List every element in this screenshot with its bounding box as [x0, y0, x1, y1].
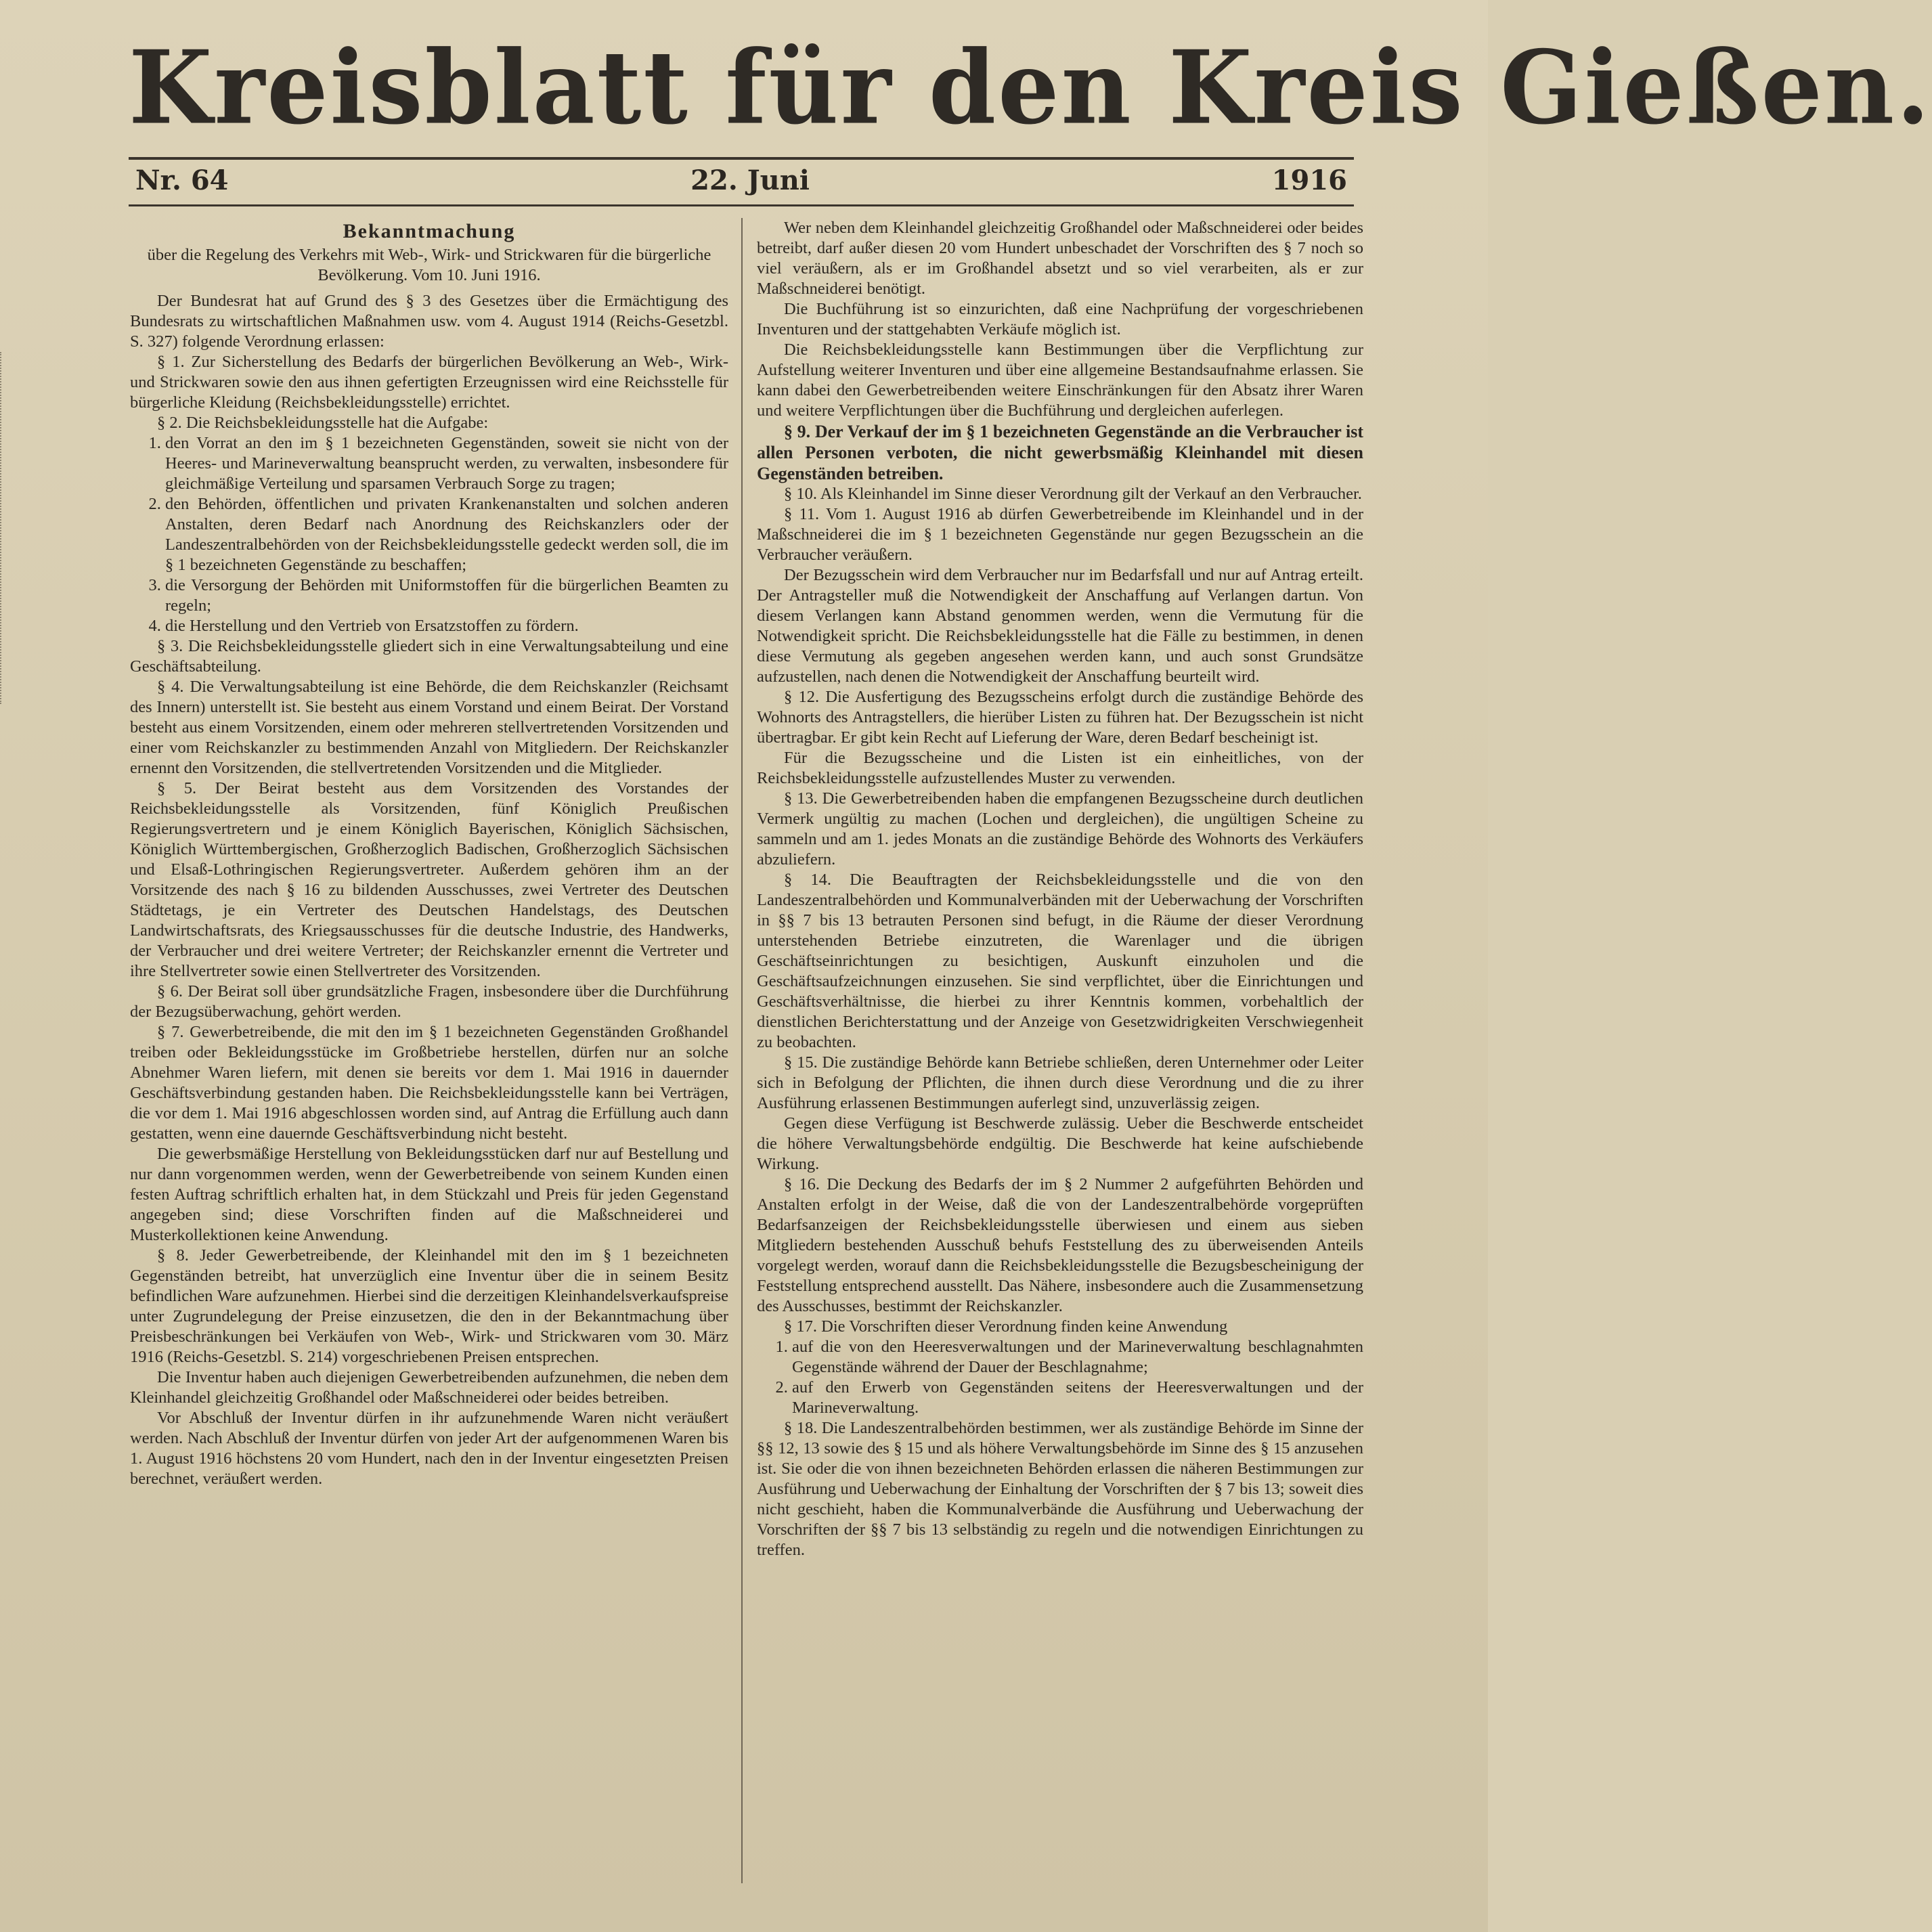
paragraph-15: § 15. Die zuständige Behörde kann Betriebe schließen, deren Unternehmer oder Leiter sich in Befolgung der Pflichten, die ihnen durch diese Verordnung und die zu ihrer Ausführung erlassenen Bestimmungen auferlegt sind, unzuverlässig zeigen.: [757, 1053, 1363, 1112]
list-item: 2. den Behörden, öffentlichen und privaten Krankenanstalten und solchen anderen Anstalten, deren Bedarf nach Anordnung des Reichskanzlers oder der Landeszentralbehörden von der Reichsbekleidungsstelle gedeckt werden soll, die im § 1 bezeichneten Gegenstände zu beschaffen;: [165, 494, 728, 575]
list-item: 2. auf den Erwerb von Gegenständen seitens der Heeresverwaltungen und der Marineverwaltung.: [792, 1378, 1363, 1418]
masthead-rule-top: [129, 157, 1354, 160]
list-item: 3. die Versorgung der Behörden mit Uniformstoffen für die bürgerlichen Beamten zu regeln;: [165, 575, 728, 616]
paragraph-8b: Die Inventur haben auch diejenigen Gewerbetreibenden aufzunehmen, die neben dem Kleinhandel gleichzeitig Großhandel oder Maßschneiderei oder beides betreiben.: [130, 1368, 728, 1407]
paragraph-10: § 10. Als Kleinhandel im Sinne dieser Verordnung gilt der Verkauf an den Verbraucher.: [784, 485, 1362, 503]
paragraph-3: § 3. Die Reichsbekleidungsstelle gliedert sich in eine Verwaltungsabteilung und eine Geschäftsabteilung.: [130, 637, 728, 676]
paragraph-14: § 14. Die Beauftragten der Reichsbekleidungsstelle und die von den Landeszentralbehörden und Kommunalverbänden mit der Ueberwachung der Vorschriften in §§ 7 bis 13 betrauten Personen sind befugt, in die Räume der dieser Verordnung unterstehenden Betriebe einzutreten, die Warenlager und die übrigen Geschäftseinrichtungen zu besichtigen, Auskunft einzuholen und die Geschäftsaufzeichnungen einzusehen. Sie sind verpflichtet, über die Einrichtungen und Geschäftsverhältnisse, die hierbei zu ihrer Kenntnis kommen, vorbehaltlich der dienstlichen Berichterstattung und der Anzeige von Gesetzwidrigkeiten Verschwiegenheit zu beobachten.: [757, 871, 1363, 1051]
article-title: Bekanntmachung: [343, 220, 516, 242]
paragraph-2-list: [130, 433, 728, 636]
issue-number: Nr. 64: [135, 164, 229, 196]
paragraph-18: § 18. Die Landeszentralbehörden bestimmen, wer als zuständige Behörde im Sinne der §§ 12, 13 sowie des § 15 und als höhere Verwaltungsbehörde im Sinne des § 15 anzusehen ist. Sie oder die von ihnen bezeichneten Behörden erlassen die näheren Bestimmungen zur Ausführung und Ueberwachung der Einhaltung der Vorschriften der § 7 bis 13; soweit dies nicht geschieht, haben die Kommunalverbände die Ausführung und Ueberwachung der Vorschriften der §§ 7 bis 13 selbständig zu regeln und die notwendigen Einrichtungen zu treffen.: [757, 1419, 1363, 1559]
paragraph-15b: Gegen diese Verfügung ist Beschwerde zulässig. Ueber die Beschwerde entscheidet die höhere Verwaltungsbehörde endgültig. Die Beschwerde hat keine aufschiebende Wirkung.: [757, 1114, 1363, 1173]
paragraph-8d: Wer neben dem Kleinhandel gleichzeitig Großhandel oder Maßschneiderei oder beides betreibt, darf außer diesen 20 vom Hundert unbeschadet der Vorschriften des § 7 noch so viel veräußern, als er im Großhandel absetzt und so viel verarbeiten, als er zur Maßschneiderei benötigt.: [757, 219, 1363, 298]
masthead-rule-bottom: [129, 204, 1354, 206]
paragraph-13: § 13. Die Gewerbetreibenden haben die empfangenen Bezugsscheine durch deutlichen Vermerk ungültig zu machen (Lochen und dergleichen), die ungültigen Scheine zu sammeln und am 1. jedes Monats an die zuständige Behörde des Wohnorts des Verkäufers abzuliefern.: [757, 789, 1363, 869]
column-left: [130, 218, 728, 1489]
article-subtitle: über die Regelung des Verkehrs mit Web-, Wirk- und Strickwaren für die bürgerliche Bevölkerung. Vom 10. Juni 1916.: [147, 246, 711, 284]
list-item: 1. den Vorrat an den im § 1 bezeichneten Gegenständen, soweit sie nicht von der Heeres- und Marineverwaltung beansprucht werden, zu verwalten, insbesondere für gleichmäßige Verteilung und sparsamen Verbrauch Sorge zu tragen;: [165, 433, 728, 494]
paragraph-8c: Vor Abschluß der Inventur dürfen in ihr aufzunehmende Waren nicht veräußert werden. Nach Abschluß der Inventur dürfen von jeder Art der aufgenommenen Waren bis 1. August 1916 höchstens 20 vom Hundert, nach den in der Inventur eingesetzten Preisen berechnet, veräußert werden.: [130, 1409, 728, 1488]
paragraph-8f: Die Reichsbekleidungsstelle kann Bestimmungen über die Verpflichtung zur Aufstellung weiterer Inventuren und über eine allgemeine Bestandsaufnahme erlassen. Sie kann dabei den Gewerbetreibenden weitere Einschränkungen für den Absatz ihrer Waren und weitere Verpflichtungen über die Buchführung und dergleichen auferlegen.: [757, 341, 1363, 420]
paragraph-17-list: [757, 1337, 1363, 1418]
page-edge-marks: [0, 352, 11, 704]
paragraph-7b: Die gewerbsmäßige Herstellung von Bekleidungsstücken darf nur auf Bestellung und nur dann vorgenommen werden, wenn der Gewerbetreibende von seinem Kunden einen festen Auftrag schriftlich erhalten hat, in dem Stückzahl und Preis für jeden Gegenstand angegeben sind; diese Vorschriften finden auf die Maßschneiderei und Musterkollektionen keine Anwendung.: [130, 1145, 728, 1244]
list-item: 1. auf die von den Heeresverwaltungen und der Marineverwaltung beschlagnahmten Gegenstände während der Dauer der Beschlagnahme;: [792, 1337, 1363, 1378]
list-item: 4. die Herstellung und den Vertrieb von Ersatzstoffen zu fördern.: [165, 616, 728, 636]
paragraph-6: § 6. Der Beirat soll über grundsätzliche Fragen, insbesondere über die Durchführung der Bezugsüberwachung, gehört werden.: [130, 982, 728, 1021]
paragraph-9: § 9. Der Verkauf der im § 1 bezeichneten Gegenstände an die Verbraucher ist allen Personen verboten, die nicht gewerbsmäßig Kleinhandel mit diesen Gegenständen betreiben.: [757, 422, 1363, 483]
paragraph-2: § 2. Die Reichsbekleidungsstelle hat die Aufgabe:: [157, 414, 489, 432]
paragraph-12: § 12. Die Ausfertigung des Bezugsscheins erfolgt durch die zuständige Behörde des Wohnorts des Antragstellers, die hierüber Listen zu führen hat. Der Bezugsschein ist nicht übertragbar. Er gibt kein Recht auf Lieferung der Ware, deren Bedarf bescheinigt ist.: [757, 688, 1363, 747]
paragraph-4: § 4. Die Verwaltungsabteilung ist eine Behörde, die dem Reichskanzler (Reichsamt des Innern) unterstellt ist. Sie besteht aus einem Vorstand und einem Beirat. Der Vorstand besteht aus einem Vorsitzenden, einem oder mehreren stellvertretenden Vorsitzenden und einer vom Reichskanzler zu bestimmenden Anzahl von Mitgliedern. Der Reichskanzler ernennt den Vorsitzenden, die stellvertretenden Vorsitzenden und die Mitglieder.: [130, 678, 728, 777]
paragraph-17: § 17. Die Vorschriften dieser Verordnung finden keine Anwendung: [784, 1317, 1228, 1336]
paragraph-5: § 5. Der Beirat besteht aus dem Vorsitzenden des Vorstandes der Reichsbekleidungsstelle als Vorsitzenden, fünf Königlich Preußischen Regierungsvertretern und je einem Königlich Bayerischen, Königlich Sächsischen, Königlich Württembergischen, Großherzoglich Badischen, Großherzoglich Sächsischen und Elsaß-Lothringischen Regierungsvertreter. Außerdem gehören ihm an der Vorsitzende des nach § 16 zu bildenden Ausschusses, zwei Vertreter des Deutschen Städtetags, je ein Vertreter des Deutschen Handelstags, des Deutschen Landwirtschaftsrats, des Kriegsausschusses für die deutsche Industrie, des Handwerks, der Verbraucher und drei weitere Vertreter; der Reichskanzler ernennt die Vertreter und ihre Stellvertreter sowie einen Stellvertreter des Vorsitzenden.: [130, 779, 728, 980]
paragraph-8e: Die Buchführung ist so einzurichten, daß eine Nachprüfung der vorgeschriebenen Inventuren und der stattgehabten Verkäufe möglich ist.: [757, 300, 1363, 338]
paragraph-7: § 7. Gewerbetreibende, die mit den im § 1 bezeichneten Gegenständen Großhandel treiben oder Bekleidungsstücke im Großbetriebe herstellen, dürfen nur an solche Abnehmer Waren liefern, mit denen sie bereits vor dem 1. Mai 1916 in dauernder Geschäftsverbindung gestanden haben. Die Reichsbekleidungsstelle kann bei Verträgen, die vor dem 1. Mai 1916 abgeschlossen worden sind, auf Antrag die Erfüllung auch dann gestatten, wenn eine dauernde Geschäftsverbindung nicht besteht.: [130, 1023, 728, 1143]
paragraph-12b: Für die Bezugsscheine und die Listen ist ein einheitliches, von der Reichsbekleidungsstelle aufzustellendes Muster zu verwenden.: [757, 749, 1363, 787]
column-right: [757, 218, 1363, 1560]
paragraph-11: § 11. Vom 1. August 1916 ab dürfen Gewerbetreibende im Kleinhandel und in der Maßschneiderei die im § 1 bezeichneten Gegenstände nur gegen Bezugsschein an die Verbraucher veräußern.: [757, 505, 1363, 564]
issue-date: 22. Juni: [690, 164, 810, 196]
dateline: [135, 161, 1347, 199]
paragraph-16: § 16. Die Deckung des Bedarfs der im § 2 Nummer 2 aufgeführten Behörden und Anstalten erfolgt in der Weise, daß die von der Landeszentralbehörde vorgeprüften Bedarfsanzeigen der Reichsbekleidungsstelle überwiesen und einem aus sieben Mitgliedern bestehenden Ausschuß behufs Feststellung des zu überweisenden Anteils vorgelegt werden, worauf dann die Reichsbekleidungsstelle die Bezugsbescheinigung der Feststellung entsprechend ausstellt. Das Nähere, insbesondere auch die Zusammensetzung des Ausschusses, bestimmt der Reichskanzler.: [757, 1175, 1363, 1315]
paragraph-11b: Der Bezugsschein wird dem Verbraucher nur im Bedarfsfall und nur auf Antrag erteilt. Der Antragsteller muß die Notwendigkeit der Anschaffung auf Verlangen dartun. Von diesem Verlangen kann Abstand genommen werden, wenn die Vermutung für die Notwendigkeit spricht. Die Reichsbekleidungsstelle hat die Fälle zu bestimmen, in denen diese Vermutung als gegeben angesehen werden kann, und auch sonst Grundsätze aufzustellen, nach denen die Notwendigkeit der Anschaffung beurteilt wird.: [757, 566, 1363, 686]
masthead-title: Kreisblatt für den Kreis Gießen.: [129, 28, 1932, 148]
issue-year: 1916: [1271, 164, 1347, 196]
article-intro: Der Bundesrat hat auf Grund des § 3 des Gesetzes über die Ermächtigung des Bundesrats zu wirtschaftlichen Maßnahmen usw. vom 4. August 1914 (Reichs-Gesetzbl. S. 327) folgende Verordnung erlassen:: [130, 292, 728, 351]
paragraph-8: § 8. Jeder Gewerbetreibende, der Kleinhandel mit den im § 1 bezeichneten Gegenständen betreibt, hat unverzüglich eine Inventur über die in seinem Besitz befindlichen Ware aufzunehmen. Hierbei sind die derzeitigen Kleinhandelsverkaufspreise unter Zugrundelegung der Preise einzusetzen, die den in der Bekanntmachung über Preisbeschränkungen bei Verkäufen von Web-, Wirk- und Strickwaren vom 30. März 1916 (Reichs-Gesetzbl. S. 214) vorgeschriebenen Preisen entsprechen.: [130, 1246, 728, 1366]
paragraph-1: § 1. Zur Sicherstellung des Bedarfs der bürgerlichen Bevölkerung an Web-, Wirk- und Strickwaren sowie den aus ihnen gefertigten Erzeugnissen wird eine Reichsstelle für bürgerliche Kleidung (Reichsbekleidungsstelle) errichtet.: [130, 353, 728, 412]
column-divider: [741, 218, 743, 1883]
